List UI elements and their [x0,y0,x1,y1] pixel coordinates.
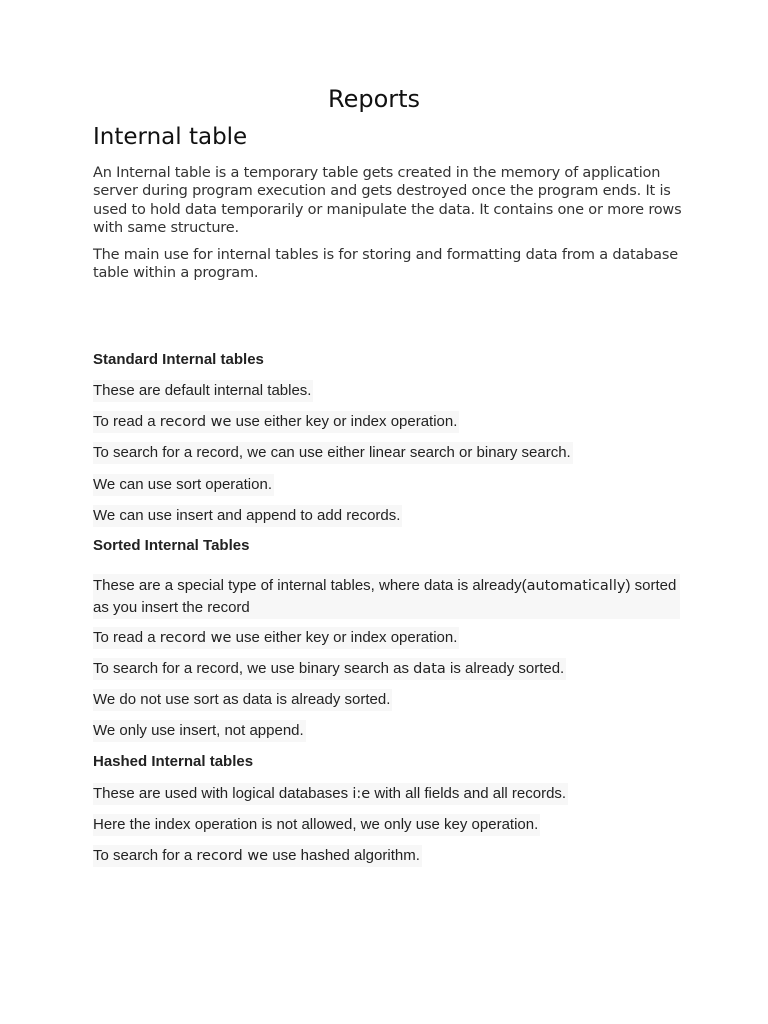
subheading-hashed: Hashed Internal tables [93,753,254,770]
list-item: These are default internal tables. [93,380,313,402]
intro-paragraph: The main use for internal tables is for storing and formatting data from a database table within a program. [93,247,678,282]
list-item: To search for a record we use hashed algorithm. [93,845,422,867]
list-item: Here the index operation is not allowed, we only use key operation. [93,814,540,836]
list-item: To read a record we use either key or index operation. [93,411,459,433]
subheading-standard: Standard Internal tables [93,351,264,368]
list-item: To search for a record, we use binary search as data is already sorted. [93,658,566,680]
page-title: Reports [327,85,421,113]
list-item: These are used with logical databases i:e with all fields and all records. [93,783,568,805]
list-item: To search for a record, we can use either linear search or binary search. [93,442,573,464]
list-item: To read a record we use either key or index operation. [93,627,459,649]
intro-paragraph: An Internal table is a temporary table gets created in the memory of application server during program execution and gets destroyed once the program ends. It is used to hold data temporarily or manipulate the data. It contains one or more rows with same structure. [93,165,682,236]
list-item: We can use sort operation. [93,474,274,496]
list-item: We only use insert, not append. [93,720,306,742]
section-heading: Internal table [93,124,248,150]
list-item: These are a special type of internal tables, where data is already(automatically) sorted as you insert the record [93,574,680,619]
list-item: We do not use sort as data is already sorted. [93,689,392,711]
list-item: We can use insert and append to add records. [93,505,402,527]
subheading-sorted: Sorted Internal Tables [93,537,250,554]
